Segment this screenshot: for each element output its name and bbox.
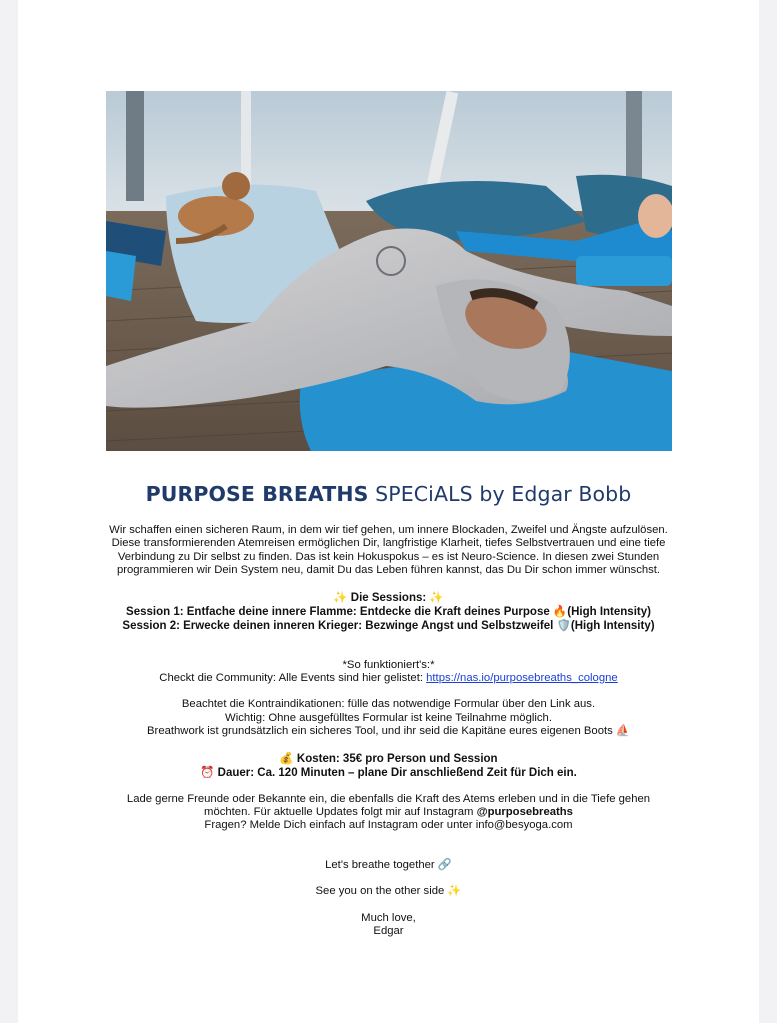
intro-line: programmieren wir Dein System neu, damit Du das Leben führen kannst, das Du Dir schon immer wünschst. xyxy=(116,564,661,577)
intro-line: Verbindung zu Dir selbst zu finden. Das ist kein Hokuspokus – es ist Neuro-Science. In diesen zwei Stunden xyxy=(117,550,660,563)
invite-line xyxy=(38,806,739,819)
title-rest: SPECiALS by Edgar Bobb xyxy=(368,482,632,506)
intro-line: Wir schaffen einen sicheren Raum, in dem wir tief gehen, um innere Blockaden, Zweifel und Ängste aufzulösen. xyxy=(109,524,668,536)
intro-line: Diese transformierenden Atemreisen ermöglichen Dir, langfristige Klarheit, tiefes Selbstvertrauen und eine tiefe xyxy=(111,537,666,550)
signoff-line: Much love, xyxy=(361,911,416,924)
hero-photo xyxy=(106,91,672,451)
see-you-line: See you on the other side ✨ xyxy=(315,885,462,898)
title-bold: PURPOSE BREATHS xyxy=(145,482,369,506)
instagram-handle: @purposebreaths xyxy=(476,806,573,819)
breathe-together-line: Let's breathe together 🔗 xyxy=(325,858,452,871)
document-body xyxy=(38,524,739,939)
community-line xyxy=(38,672,739,685)
howto-heading: *So funktioniert's:* xyxy=(342,658,435,671)
contra-line: Beachtet die Kontraindikationen: fülle das notwendige Formular über den Link aus. xyxy=(181,698,596,711)
sessions-heading: ✨ Die Sessions: ✨ xyxy=(333,591,444,604)
signature-name: Edgar xyxy=(373,925,404,938)
community-link[interactable]: https://nas.io/purposebreaths_cologne xyxy=(426,672,618,685)
session-1: Session 1: Entfache deine innere Flamme: Entdecke die Kraft deines Purpose 🔥(High Intensity) xyxy=(126,605,651,618)
invite-line: Lade gerne Freunde oder Bekannte ein, die ebenfalls die Kraft des Atems erleben und in die Tiefe gehen xyxy=(126,792,651,805)
invite-line: Fragen? Melde Dich einfach auf Instagram oder unter info@besyoga.com xyxy=(204,819,573,832)
community-text: Checkt die Community: Alle Events sind hier gelistet: xyxy=(159,672,427,685)
contra-line: Breathwork ist grundsätzlich ein sicheres Tool, und ihr seid die Kapitäne eures eigenen Boots ⛵ xyxy=(147,725,630,738)
invite-text: möchten. Für aktuelle Updates folgt mir auf Instagram xyxy=(204,806,477,819)
document-page xyxy=(18,0,759,1023)
intro-paragraph xyxy=(38,524,739,578)
contra-line: Wichtig: Ohne ausgefülltes Formular ist keine Teilnahme möglich. xyxy=(225,711,552,724)
page-title xyxy=(18,482,759,506)
cost-line: 💰 Kosten: 35€ pro Person und Session xyxy=(279,752,498,765)
duration-line: ⏰ Dauer: Ca. 120 Minuten – plane Dir anschließend Zeit für Dich ein. xyxy=(200,766,577,779)
session-2: Session 2: Erwecke deinen inneren Krieger: Bezwinge Angst und Selbstzweifel 🛡️(High Intensity) xyxy=(122,619,655,632)
